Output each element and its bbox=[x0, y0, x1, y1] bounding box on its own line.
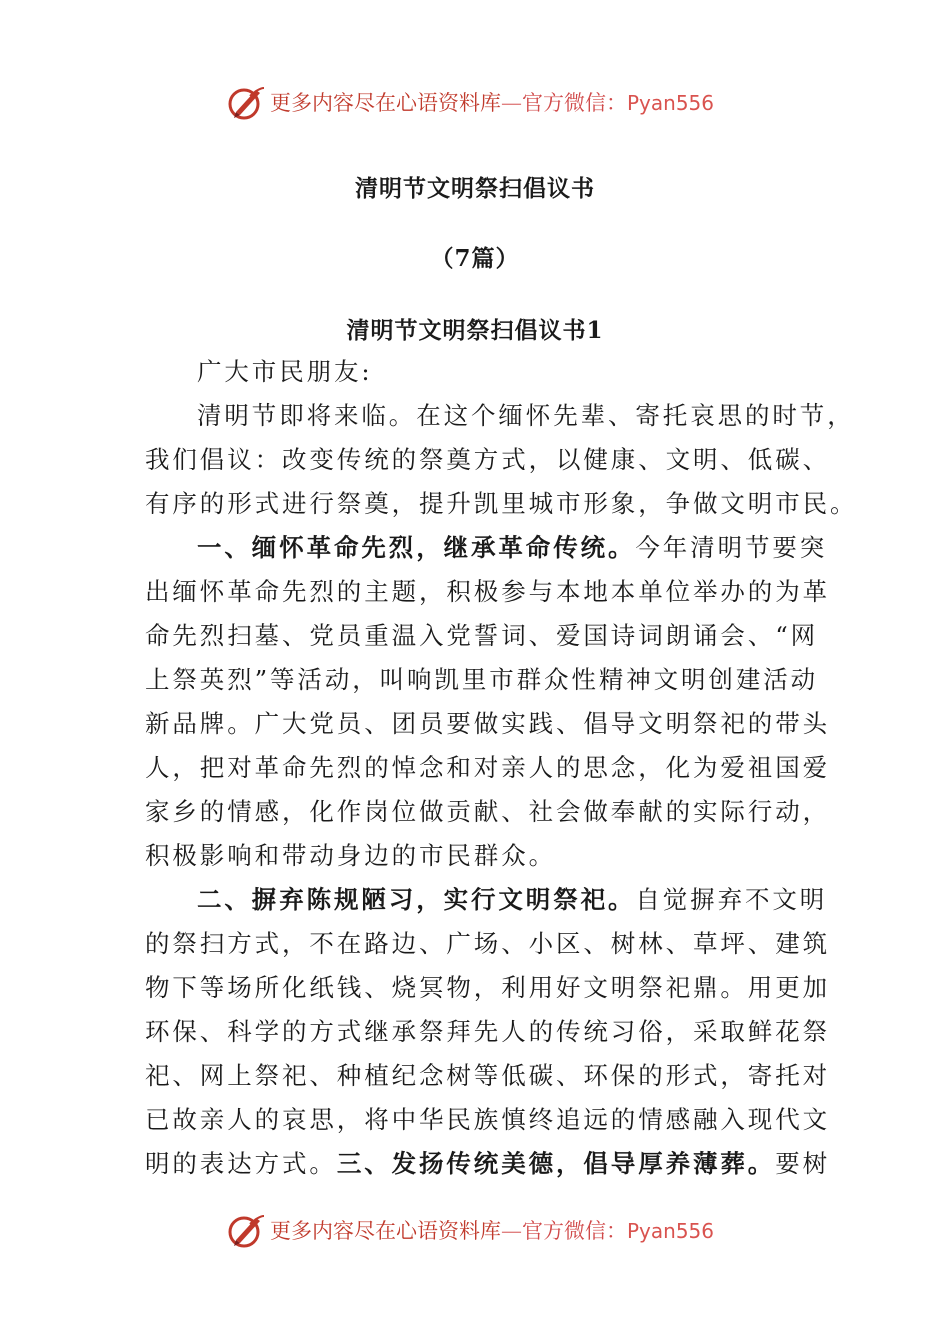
banner-wechat-id: Pyan556 bbox=[626, 91, 714, 115]
body-line: 祀、网上祭祀、种植纪念树等低碳、环保的形式，寄托对 bbox=[145, 1061, 830, 1090]
body-line: 人，把对革命先烈的悼念和对亲人的思念，化为爱祖国爱 bbox=[145, 753, 830, 782]
body-line: 物下等场所化纸钱、烧冥物，利用好文明祭祀鼎。用更加 bbox=[145, 973, 830, 1002]
body-line: 命先烈扫墓、党员重温入党誓词、爱国诗词朗诵会、“网 bbox=[145, 621, 819, 650]
heading-two: 二、摒弃陈规陋习，实行文明祭祀。 bbox=[197, 885, 636, 914]
body-line: 有序的形式进行祭奠，提升凯里城市形象，争做文明市民。 bbox=[145, 489, 858, 518]
body-line: 清明节即将来临。在这个缅怀先辈、寄托哀思的时节， bbox=[197, 401, 855, 430]
footer-watermark-banner bbox=[0, 1208, 950, 1252]
header-watermark-banner bbox=[0, 80, 950, 124]
body-line: 二、摒弃陈规陋习，实行文明祭祀。自觉摒弃不文明 bbox=[197, 885, 828, 914]
banner-separator: — bbox=[500, 1219, 522, 1243]
body-line: 一、缅怀革命先烈，继承革命传统。今年清明节要突 bbox=[197, 533, 828, 562]
banner-wechat-id: Pyan556 bbox=[626, 1219, 714, 1243]
banner-text: 更多内容尽在心语资料库 bbox=[269, 1219, 501, 1243]
body-line: 的祭扫方式，不在路边、广场、小区、树林、草坪、建筑 bbox=[145, 929, 830, 958]
pen-in-circle-logo bbox=[226, 1210, 266, 1250]
body-line: 家乡的情感，化作岗位做贡献、社会做奉献的实际行动， bbox=[145, 797, 830, 826]
heading-three: 三、发扬传统美德，倡导厚养薄葬。 bbox=[336, 1149, 776, 1178]
document-subtitle: （7篇） bbox=[430, 245, 520, 272]
body-line: 环保、科学的方式继承祭拜先人的传统习俗，采取鲜花祭 bbox=[145, 1017, 830, 1046]
body-line: 已故亲人的哀思，将中华民族慎终追远的情感融入现代文 bbox=[145, 1105, 830, 1134]
section-title: 清明节文明祭扫倡议书1 bbox=[346, 317, 604, 344]
body-line: 积极影响和带动身边的市民群众。 bbox=[145, 841, 556, 870]
body-line: 新品牌。广大党员、团员要做实践、倡导文明祭祀的带头 bbox=[145, 709, 830, 738]
body-line: 我们倡议：改变传统的祭奠方式，以健康、文明、低碳、 bbox=[145, 445, 830, 474]
pen-in-circle-logo bbox=[226, 82, 266, 122]
banner-separator: — bbox=[500, 91, 522, 115]
body-line: 出缅怀革命先烈的主题，积极参与本地本单位举办的为革 bbox=[145, 577, 830, 606]
document-title: 清明节文明祭扫倡议书 bbox=[355, 175, 595, 202]
salutation: 广大市民朋友: bbox=[197, 357, 373, 386]
body-line: 明的表达方式。三、发扬传统美德，倡导厚养薄葬。要树 bbox=[145, 1149, 831, 1178]
body-line: 上祭英烈”等活动，叫响凯里市群众性精神文明创建活动 bbox=[145, 665, 819, 694]
heading-one: 一、缅怀革命先烈，继承革命传统。 bbox=[197, 533, 636, 562]
banner-wechat-label: 官方微信： bbox=[521, 1219, 627, 1243]
banner-text: 更多内容尽在心语资料库 bbox=[269, 91, 501, 115]
banner-wechat-label: 官方微信： bbox=[521, 91, 627, 115]
document-body bbox=[145, 350, 858, 1186]
